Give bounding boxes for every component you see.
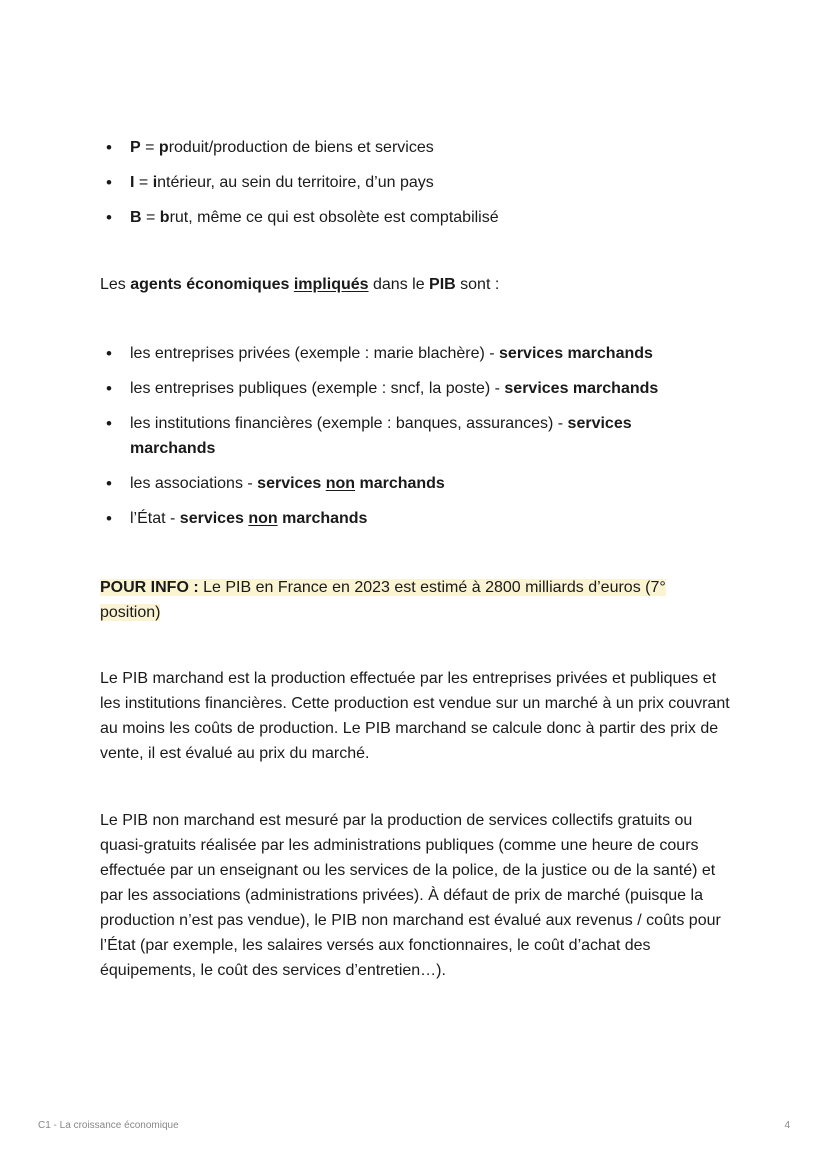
list-item: • les entreprises publiques (exemple : sncf, la poste) - services marchands xyxy=(100,376,680,401)
footer-title: C1 - La croissance économique xyxy=(38,1120,179,1131)
pib-definition-list xyxy=(100,135,740,230)
list-item: • les entreprises privées (exemple : marie blachère) - services marchands xyxy=(100,341,680,366)
info-label: POUR INFO : xyxy=(100,579,199,596)
list-item: • l’État - services non marchands xyxy=(100,506,680,531)
agents-intro: Les agents économiques impliqués dans le PIB sont : xyxy=(100,276,500,293)
list-item: • les institutions financières (exemple : banques, assurances) - services marchands xyxy=(100,411,680,461)
pib-marchand-paragraph: Le PIB marchand est la production effectuée par les entreprises privées et publiques et les institutions financières. Cette production est vendue sur un marché à un prix couvrant au moins les coûts de production. Le PIB marchand se calcule donc à partir des prix de vente, il est évalué au prix du marché. xyxy=(100,670,730,762)
page-number: 4 xyxy=(784,1120,790,1131)
list-item: • B = brut, même ce qui est obsolète est comptabilisé xyxy=(100,205,740,230)
list-item: • les associations - services non marchands xyxy=(100,471,680,496)
agents-list xyxy=(100,341,680,531)
info-callout: POUR INFO : Le PIB en France en 2023 est estimé à 2800 milliards d’euros (7° position) xyxy=(100,579,666,621)
list-item: • I = intérieur, au sein du territoire, d’un pays xyxy=(100,170,740,195)
list-item: • P = produit/production de biens et services xyxy=(100,135,740,160)
pib-non-marchand-paragraph: Le PIB non marchand est mesuré par la production de services collectifs gratuits ou quasi-gratuits réalisée par les administrations publiques (comme une heure de cours effectuée par un enseignant ou les services de la police, de la justice ou de la santé) et par les associations (administrations privées). À défaut de prix de marché (puisque la production n’est pas vendue), le PIB non marchand est évalué aux revenus / coûts pour l’État (par exemple, les salaires versés aux fonctionnaires, le coût d’achat des équipements, le coût des services d’entretien…). xyxy=(100,812,721,979)
